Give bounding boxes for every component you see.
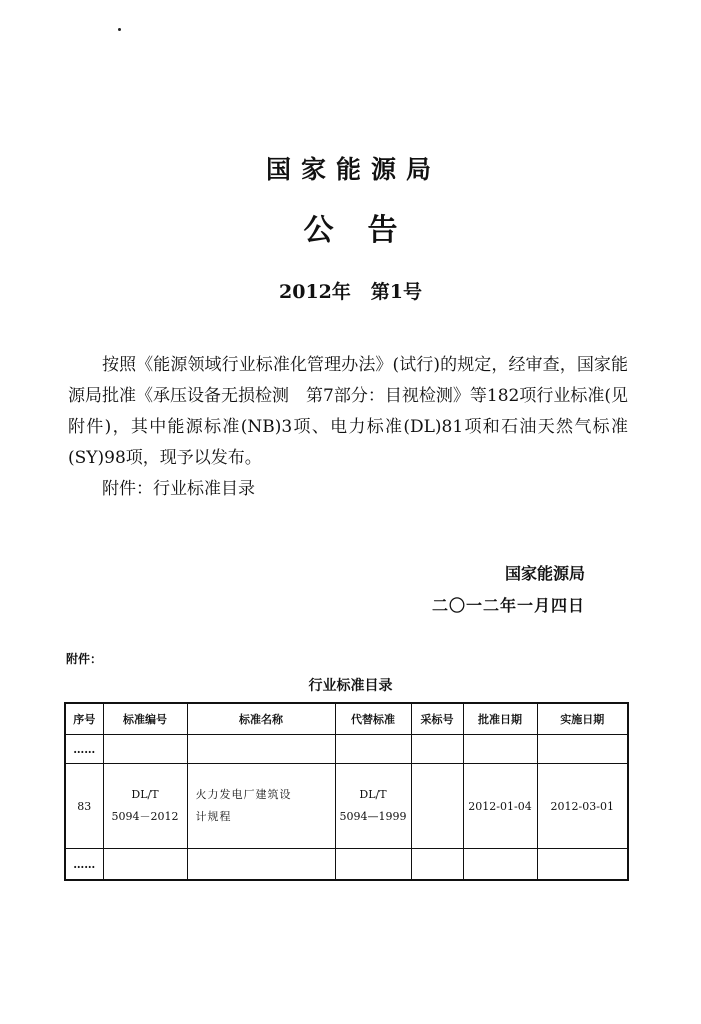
col-header-approve-date: 批准日期 (463, 703, 537, 735)
col-header-replaces: 代替标准 (335, 703, 411, 735)
col-header-code: 标准编号 (103, 703, 187, 735)
cell-replaces (335, 764, 411, 849)
cell-code-line2: 5094－2012 (111, 810, 179, 823)
ellipsis-cell: …… (65, 735, 103, 764)
announcement-body (68, 350, 628, 474)
doc-type-heading: 公告 (303, 213, 432, 248)
issue-number (0, 277, 701, 304)
cell-name (187, 764, 335, 849)
agency-heading: 国家能源局 (265, 155, 441, 184)
signature-date: 二〇一二年一月四日 (431, 596, 585, 615)
col-header-seq: 序号 (65, 703, 103, 735)
table-row-ellipsis-top (65, 735, 628, 764)
cell-code (103, 764, 187, 849)
attachment-note: 附件：行业标准目录 (102, 479, 255, 499)
col-header-name: 标准名称 (187, 703, 335, 735)
cell-name-line2: 计规程 (195, 810, 232, 823)
table-title: 行业标准目录 (308, 678, 393, 694)
col-header-effective-date: 实施日期 (537, 703, 628, 735)
cell-seq: 83 (65, 764, 103, 849)
cell-adopted (411, 764, 463, 849)
appendix-label: 附件： (66, 652, 103, 666)
cell-effective-date: 2012-03-01 (537, 764, 628, 849)
scan-speck (118, 28, 121, 31)
col-header-adopted: 采标号 (411, 703, 463, 735)
cell-replaces-line1: DL/T (359, 788, 387, 801)
issue-no: 第1号 (370, 281, 422, 303)
cell-code-line1: DL/T (131, 788, 159, 801)
table-row-ellipsis-bottom (65, 849, 628, 881)
table-header-row (65, 703, 628, 735)
standards-table (64, 702, 629, 881)
cell-name-line1: 火力发电厂建筑设 (195, 788, 292, 801)
issue-year: 2012年 (279, 281, 351, 303)
table-row (65, 764, 628, 849)
signature-org: 国家能源局 (504, 564, 585, 583)
cell-replaces-line2: 5094—1999 (339, 810, 407, 823)
announcement-paragraph: 按照《能源领域行业标准化管理办法》(试行)的规定，经审查，国家能源局批准《承压设备无损检测 第7部分：目视检测》等182项行业标准(见附件)，其中能源标准(NB)3项、电力标准(DL)81项和石油天然气标准(SY)98项，现予以发布。 (68, 355, 628, 468)
cell-approve-date: 2012-01-04 (463, 764, 537, 849)
ellipsis-cell: …… (65, 849, 103, 881)
